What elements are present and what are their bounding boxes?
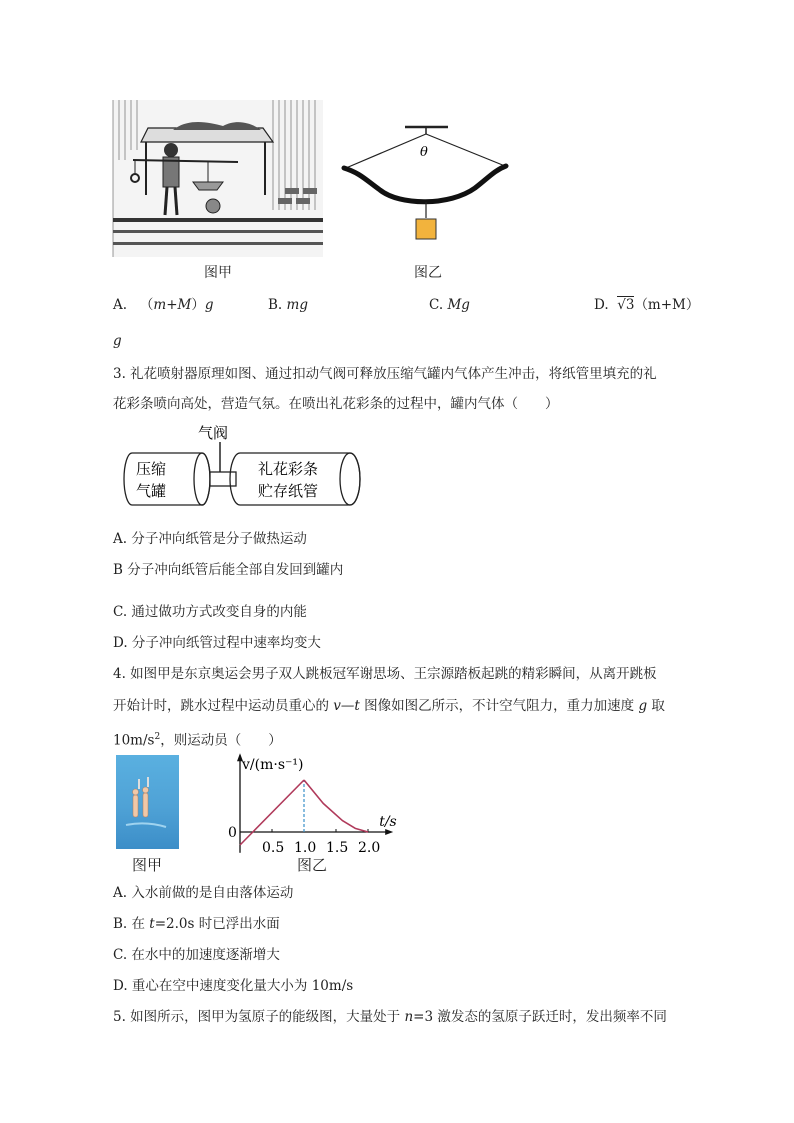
theta-label: θ bbox=[420, 145, 428, 160]
q3-diagram bbox=[120, 420, 365, 510]
x-tick-label: 1.5 bbox=[326, 840, 349, 856]
diving-photo bbox=[116, 755, 179, 849]
q3-option-d: D. 分子冲向纸管过程中速率均变大 bbox=[113, 635, 321, 651]
tank-label-2: 气罐 bbox=[136, 482, 167, 500]
q4-caption-jia: 图甲 bbox=[132, 856, 163, 874]
valve-label: 气阀 bbox=[198, 424, 229, 442]
figure-yi-diagram bbox=[340, 118, 510, 248]
tube-label-1: 礼花彩条 bbox=[258, 460, 319, 478]
figure-jia-illustration bbox=[113, 100, 323, 257]
q4-option-c: C. 在水中的加速度逐渐增大 bbox=[113, 947, 280, 963]
q4-stem-line3: $10m/s^2$，则运动员（ ） bbox=[113, 732, 282, 749]
q4-stem-line2: 开始计时，跳水过程中运动员重心的 v—t 图像如图乙所示，不计空气阻力，重力加速度 g 取 bbox=[113, 698, 665, 714]
x-axis-label: t/s bbox=[379, 814, 397, 830]
series-line-water bbox=[304, 780, 368, 832]
q2-option-b: B. mg bbox=[268, 297, 308, 313]
figure-jia-caption: 图甲 bbox=[204, 265, 232, 281]
x-tick-label: 0.5 bbox=[262, 840, 285, 856]
series-line-air bbox=[240, 780, 304, 845]
q3-stem-line1: 3. 礼花喷射器原理如图、通过扣动气阀可释放压缩气罐内气体产生冲击，将纸管里填充的礼 bbox=[113, 366, 657, 382]
tube-label-2: 贮存纸管 bbox=[258, 482, 319, 500]
q2-option-d-wrap: g bbox=[113, 333, 122, 349]
q3-stem-line2: 花彩条喷向高处，营造气氛。在喷出礼花彩条的过程中，罐内气体（ ） bbox=[113, 396, 559, 412]
q2-option-c: C. Mg bbox=[429, 297, 470, 313]
q3-option-c: C. 通过做功方式改变自身的内能 bbox=[113, 604, 307, 620]
q2-option-d: D. √3（m+M） bbox=[594, 297, 700, 313]
q5-stem-line1: 5. 如图所示，图甲为氢原子的能级图，大量处于 n=3 激发态的氢原子跃迁时，发出频率不同 bbox=[113, 1009, 667, 1025]
x-tick-label: 2.0 bbox=[358, 840, 381, 856]
q4-option-d: D. 重心在空中速度变化量大小为 10m/s bbox=[113, 978, 354, 994]
q4-stem-line1: 4. 如图甲是东京奥运会男子双人跳板冠军谢思场、王宗源踏板起跳的精彩瞬间，从离开跳板 bbox=[113, 666, 657, 682]
q4-option-b: B. 在 t=2.0s 时已浮出水面 bbox=[113, 916, 280, 932]
y-axis-label: v/(m·s⁻¹) bbox=[242, 757, 304, 774]
tank-label-1: 压缩 bbox=[136, 460, 167, 478]
figure-yi-caption: 图乙 bbox=[414, 265, 442, 281]
q3-option-b: B 分子冲向纸管后能全部自发回到罐内 bbox=[113, 562, 344, 578]
q3-option-a: A. 分子冲向纸管是分子做热运动 bbox=[113, 531, 307, 547]
q4-caption-yi: 图乙 bbox=[297, 856, 328, 874]
x-tick-label: 1.0 bbox=[294, 840, 317, 856]
origin-label: 0 bbox=[228, 825, 237, 841]
q4-option-a: A. 入水前做的是自由落体运动 bbox=[113, 885, 294, 901]
q2-option-a: A. （m+M）g bbox=[113, 297, 214, 313]
vt-chart bbox=[226, 752, 396, 857]
